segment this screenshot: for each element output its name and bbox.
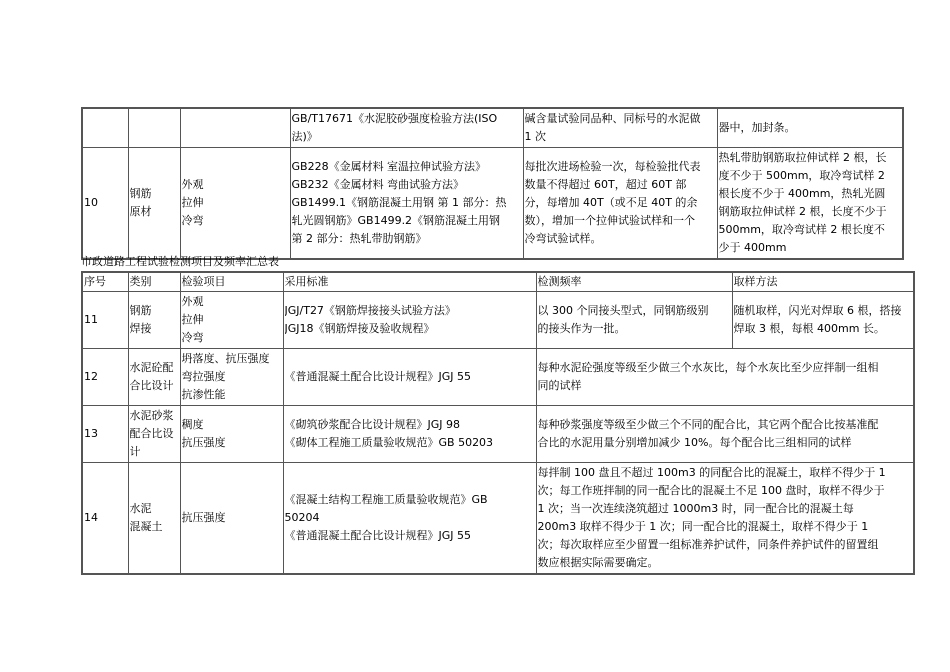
row-number-cell: 10 — [82, 148, 128, 260]
standards-cell: JGJ/T27《钢筋焊接接头试验方法》 JGJ18《钢筋焊接及验收规程》 — [283, 292, 536, 349]
table-row — [82, 148, 903, 260]
table-row — [82, 349, 914, 406]
category-cell: 钢筋 焊接 — [128, 292, 180, 349]
frequency-sampling-cell: 每种砂浆强度等级至少做三个不同的配合比，其它两个配合比按基准配 合比的水泥用量分别增加减少 10%。每个配合比三组相同的试样 — [536, 406, 914, 463]
frequency-sampling-cell: 每拌制 100 盘且不超过 100m3 的同配合比的混凝土，取样不得少于 1 次；每工作班拌制的同一配合比的混凝土不足 100 盘时，取样不得少于 1 次；当一次连续浇筑超过 1000m3 时，同一配合比的混凝土每 200m3 取样不得少于 1 次；同一配合比的混凝土，取样不得少于 1 次；每次取样应至少留置一组标准养护试件，同条件养护试件的留置组 数应根据实际需要确定。 — [536, 463, 914, 575]
items-cell: 抗压强度 — [180, 463, 283, 575]
header-sampling: 取样方法 — [732, 272, 914, 292]
table-row — [82, 406, 914, 463]
sampling-cell: 随机取样，闪光对焊取 6 根，搭接 焊取 3 根，每根 400mm 长。 — [732, 292, 914, 349]
category-cell: 水泥砼配 合比设计 — [128, 349, 180, 406]
continued-table — [81, 107, 904, 260]
sampling-cell: 器中，加封条。 — [717, 108, 903, 148]
table-caption: 市政道路工程试验检测项目及频率汇总表 — [81, 255, 279, 268]
items-cell — [180, 108, 290, 148]
category-cell — [128, 108, 180, 148]
standards-cell: GB228《金属材料 室温拉伸试验方法》 GB232《金属材料 弯曲试验方法》 GB1499.1《钢筋混凝土用钢 第 1 部分：热 轧光圆钢筋》GB1499.2《钢筋混凝土用钢 第 2 部分：热轧带肋钢筋》 — [290, 148, 523, 260]
frequency-cell: 碱含量试验同品种、同标号的水泥做 1 次 — [523, 108, 717, 148]
frequency-cell: 每批次进场检验一次，每检验批代表 数量不得超过 60T，超过 60T 部 分，每增加 40T（或不足 40T 的余 数），增加一个拉伸试验试样和一个 冷弯试验试样。 — [523, 148, 717, 260]
header-standards: 采用标准 — [283, 272, 536, 292]
table-row — [82, 108, 903, 148]
table-header-row — [82, 272, 914, 292]
standards-cell: GB/T17671《水泥胶砂强度检验方法(ISO 法)》 — [290, 108, 523, 148]
category-cell: 水泥 混凝土 — [128, 463, 180, 575]
header-items: 检验项目 — [180, 272, 283, 292]
test-items-table — [81, 271, 915, 575]
items-cell: 坍落度、抗压强度 弯拉强度 抗渗性能 — [180, 349, 283, 406]
items-cell: 外观 拉伸 冷弯 — [180, 148, 290, 260]
row-number-cell: 11 — [82, 292, 128, 349]
category-cell: 钢筋 原材 — [128, 148, 180, 260]
category-cell: 水泥砂浆 配合比设 计 — [128, 406, 180, 463]
header-no: 序号 — [82, 272, 128, 292]
table-row — [82, 463, 914, 575]
row-number-cell: 14 — [82, 463, 128, 575]
row-number-cell: 12 — [82, 349, 128, 406]
frequency-cell: 以 300 个同接头型式，同钢筋级别 的接头作为一批。 — [536, 292, 732, 349]
items-cell: 外观 拉伸 冷弯 — [180, 292, 283, 349]
row-number-cell: 13 — [82, 406, 128, 463]
row-number-cell — [82, 108, 128, 148]
standards-cell: 《普通混凝土配合比设计规程》JGJ 55 — [283, 349, 536, 406]
sampling-cell: 热轧带肋钢筋取拉伸试样 2 根，长 度不少于 500mm，取冷弯试样 2 根长度不少于 400mm，热轧光圆 钢筋取拉伸试样 2 根，长度不少于 500mm，取冷弯试样 2 根长度不 少于 400mm — [717, 148, 903, 260]
header-frequency: 检测频率 — [536, 272, 732, 292]
items-cell: 稠度 抗压强度 — [180, 406, 283, 463]
header-category: 类别 — [128, 272, 180, 292]
standards-cell: 《混凝土结构工程施工质量验收规范》GB 50204 《普通混凝土配合比设计规程》JGJ 55 — [283, 463, 536, 575]
frequency-sampling-cell: 每种水泥砼强度等级至少做三个水灰比，每个水灰比至少应拌制一组相 同的试样 — [536, 349, 914, 406]
standards-cell: 《砌筑砂浆配合比设计规程》JGJ 98 《砌体工程施工质量验收规范》GB 50203 — [283, 406, 536, 463]
table-row — [82, 292, 914, 349]
